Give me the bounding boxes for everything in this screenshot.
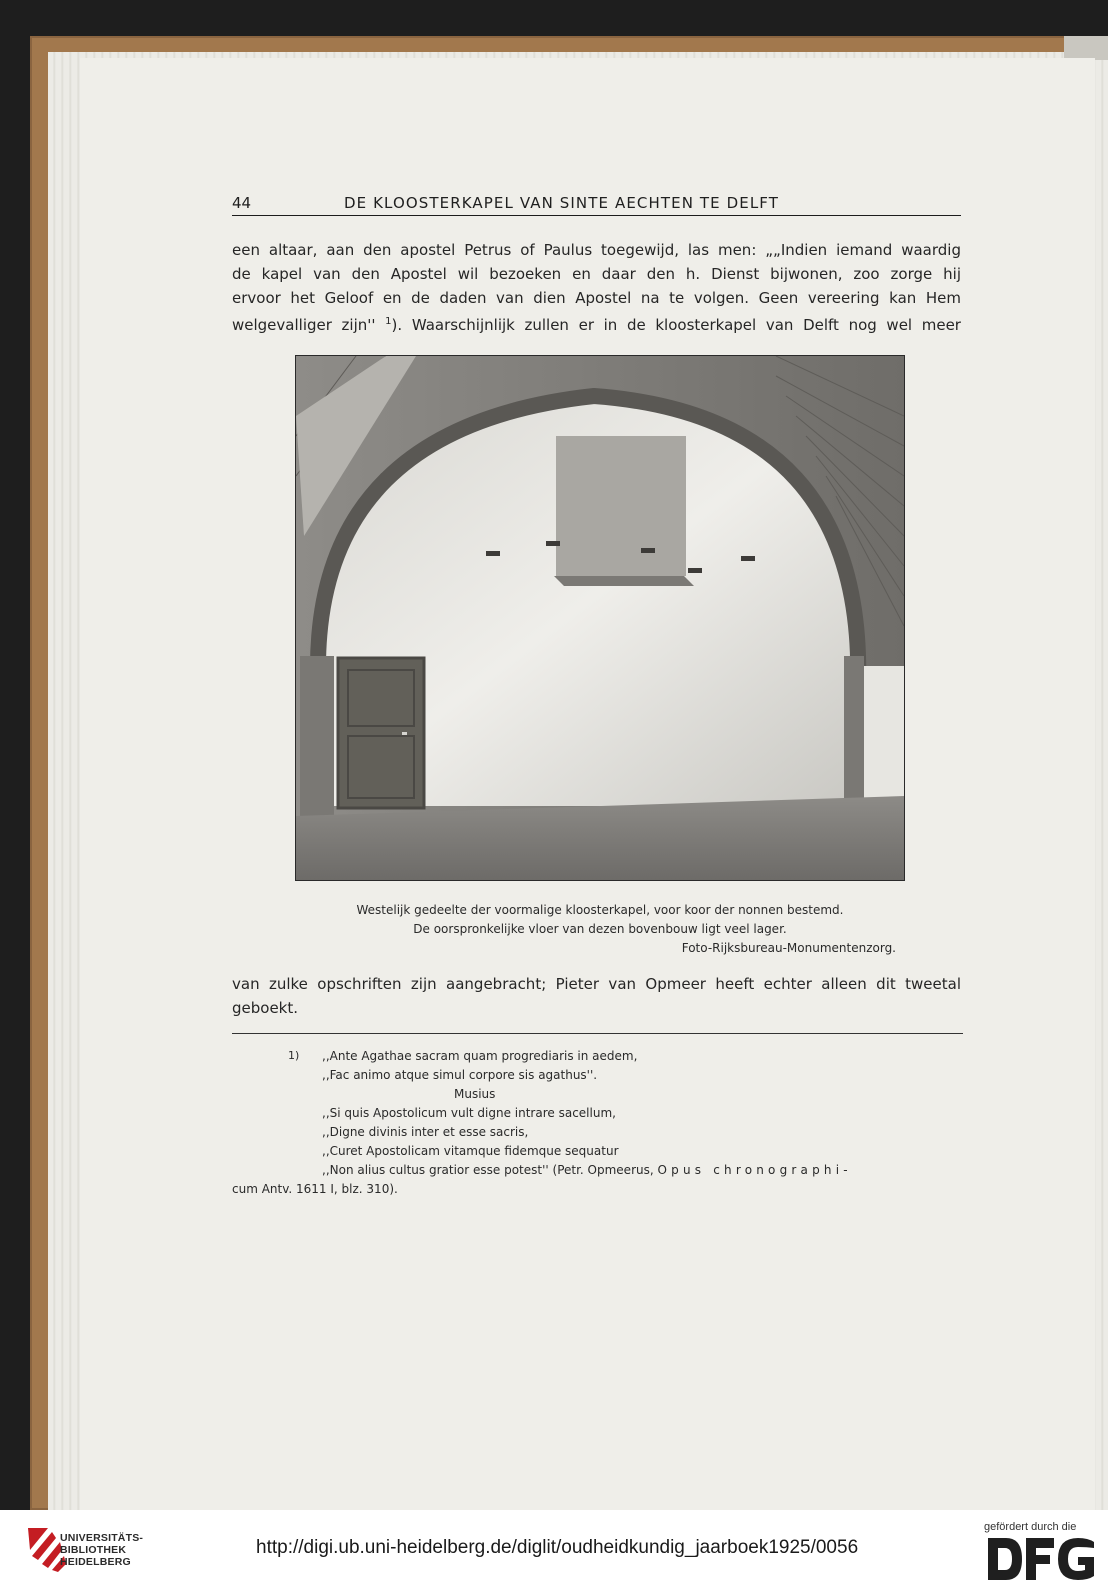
text-line: een altaar, aan den apostel Petrus of Paulus toegewijd, las men: „„Indien iemand waardig bbox=[232, 241, 961, 259]
footnote-text: ,,Si quis Apostolicum vult digne intrare sacellum, bbox=[322, 1106, 616, 1120]
footnote-title-spaced: Opus chronographi- bbox=[657, 1163, 852, 1177]
footnote-text: cum Antv. 1611 I, blz. 310). bbox=[232, 1182, 398, 1196]
page-header bbox=[232, 191, 961, 216]
photograph-chapel-interior bbox=[295, 355, 905, 881]
footnote-text: ,,Digne divinis inter et esse sacris, bbox=[322, 1125, 529, 1139]
footnote-line bbox=[232, 1180, 961, 1199]
library-name-line: HEIDELBERG bbox=[60, 1556, 131, 1568]
footnote-line bbox=[232, 1142, 961, 1161]
footnote-line bbox=[232, 1104, 961, 1123]
running-title: DE KLOOSTERKAPEL VAN SINTE AECHTEN TE DELFT bbox=[344, 194, 779, 212]
footnote-marker: 1) bbox=[288, 1049, 300, 1062]
text-fragment: ). Waarschijnlijk zullen er in de kloosterkapel van Delft nog wel meer bbox=[391, 316, 961, 334]
caption-line: Westelijk gedeelte der voormalige kloosterkapel, voor koor der nonnen bestemd. bbox=[356, 903, 844, 917]
footnote-line bbox=[232, 1161, 961, 1180]
viewer-footer bbox=[0, 1510, 1108, 1589]
footnote-text: ,,Non alius cultus gratior esse potest'' (Petr. Opmeerus, bbox=[322, 1163, 654, 1177]
paragraph-2 bbox=[232, 972, 961, 1020]
caption-line: De oorspronkelijke vloer van dezen bovenbouw ligt veel lager. bbox=[413, 922, 787, 936]
footnotes bbox=[232, 1047, 961, 1199]
footnote-text-wrapper bbox=[322, 1161, 852, 1180]
paragraph-1 bbox=[232, 238, 961, 337]
footnote-line bbox=[232, 1085, 961, 1104]
text-line bbox=[232, 310, 961, 337]
text-line: van zulke opschriften zijn aangebracht; Pieter van Opmeer heeft echter alleen dit tweetal bbox=[232, 975, 961, 993]
footnote-line bbox=[232, 1066, 961, 1085]
photo-image bbox=[296, 356, 904, 880]
figure-caption bbox=[300, 901, 900, 958]
footnote-author: Musius bbox=[454, 1087, 496, 1101]
footnote-line bbox=[232, 1123, 961, 1142]
library-name-line: UNIVERSITÄTS- bbox=[60, 1532, 144, 1544]
photo-credit: Foto-Rijksbureau-Monumentenzorg. bbox=[681, 941, 896, 955]
page-corner bbox=[1064, 36, 1108, 60]
footnote-ref: 1 bbox=[385, 316, 392, 327]
footnote-line bbox=[232, 1047, 961, 1066]
footnote-text: ,,Ante Agathae sacram quam progrediaris in aedem, bbox=[322, 1049, 638, 1063]
dfg-logo-icon[interactable] bbox=[988, 1538, 1094, 1580]
footnote-text: ,,Curet Apostolicam vitamque fidemque sequatur bbox=[322, 1144, 619, 1158]
text-fragment: welgevalliger zijn'' bbox=[232, 316, 376, 334]
funding-note: gefördert durch die bbox=[984, 1521, 1077, 1533]
footnote-text: ,,Fac animo atque simul corpore sis agathus''. bbox=[322, 1068, 598, 1082]
footnote-divider bbox=[232, 1033, 963, 1034]
text-line: geboekt. bbox=[232, 999, 299, 1017]
library-name-line: BIBLIOTHEK bbox=[60, 1544, 127, 1556]
text-line: ervoor het Geloof en de daden van dien Apostel na te volgen. Geen vereering kan Hem bbox=[232, 289, 961, 307]
library-name bbox=[60, 1532, 143, 1568]
text-line: de kapel van den Apostel wil bezoeken en daar den h. Dienst bijwonen, zoo zorge hij bbox=[232, 265, 961, 283]
page-number: 44 bbox=[232, 194, 252, 212]
permalink-url[interactable]: http://digi.ub.uni-heidelberg.de/diglit/oudheidkundig_jaarboek1925/0056 bbox=[256, 1537, 859, 1558]
